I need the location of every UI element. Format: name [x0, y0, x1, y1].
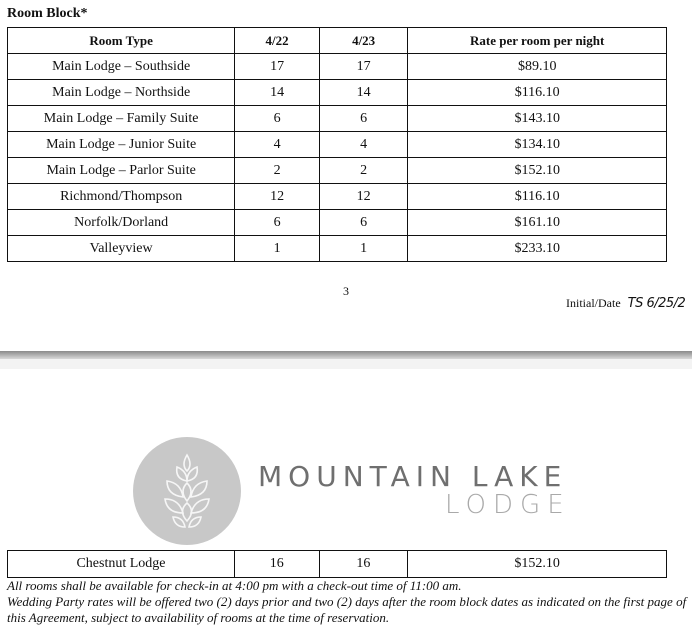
page-break-divider	[0, 351, 692, 359]
rate-cell: $152.10	[408, 551, 667, 578]
initial-date-label: Initial/Date	[566, 296, 621, 310]
section-title: Room Block*	[7, 6, 88, 21]
room-type-cell: Main Lodge – Northside	[8, 80, 235, 106]
room-block-table-continued	[7, 550, 667, 578]
count-cell: 17	[235, 54, 320, 80]
table-row	[8, 184, 667, 210]
count-cell: 16	[235, 551, 320, 578]
pinecone-icon	[133, 437, 241, 545]
count-cell: 1	[235, 236, 320, 262]
rate-cell: $233.10	[408, 236, 667, 262]
wedding-party-note: Wedding Party rates will be offered two (2) days prior and two (2) days after the room block dates as indicated on the first page of this Agreement, subject to availability of rooms at the time of reservation.	[7, 594, 687, 625]
rate-cell: $161.10	[408, 210, 667, 236]
count-cell: 2	[235, 158, 320, 184]
room-type-cell: Main Lodge – Parlor Suite	[8, 158, 235, 184]
rate-cell: $134.10	[408, 132, 667, 158]
rate-cell: $89.10	[408, 54, 667, 80]
count-cell: 14	[319, 80, 408, 106]
table-row	[8, 210, 667, 236]
table-row	[8, 551, 667, 578]
room-type-cell: Main Lodge – Junior Suite	[8, 132, 235, 158]
room-type-cell: Main Lodge – Family Suite	[8, 106, 235, 132]
table-row	[8, 236, 667, 262]
page-gap	[0, 359, 692, 369]
checkin-note: All rooms shall be available for check-in at 4:00 pm with a check-out time of 11:00 am.	[7, 578, 462, 593]
count-cell: 16	[319, 551, 408, 578]
count-cell: 12	[319, 184, 408, 210]
header-date-2: 4/23	[319, 28, 408, 54]
count-cell: 17	[319, 54, 408, 80]
room-type-cell: Norfolk/Dorland	[8, 210, 235, 236]
room-type-cell: Richmond/Thompson	[8, 184, 235, 210]
table-row	[8, 106, 667, 132]
count-cell: 2	[319, 158, 408, 184]
initial-signature: TS 6/25/2	[627, 296, 686, 311]
count-cell: 6	[319, 210, 408, 236]
count-cell: 6	[319, 106, 408, 132]
header-room-type: Room Type	[8, 28, 235, 54]
table-row	[8, 132, 667, 158]
rate-cell: $116.10	[408, 184, 667, 210]
count-cell: 6	[235, 210, 320, 236]
count-cell: 4	[235, 132, 320, 158]
rate-cell: $143.10	[408, 106, 667, 132]
count-cell: 4	[319, 132, 408, 158]
brand-name-line2: LODGE	[445, 490, 571, 520]
header-rate: Rate per room per night	[408, 28, 667, 54]
initial-date-line	[566, 296, 685, 311]
table-row	[8, 158, 667, 184]
count-cell: 12	[235, 184, 320, 210]
room-type-cell: Main Lodge – Southside	[8, 54, 235, 80]
count-cell: 1	[319, 236, 408, 262]
page-number: 3	[343, 284, 349, 298]
terms-notes	[7, 578, 691, 626]
table-row	[8, 80, 667, 106]
count-cell: 14	[235, 80, 320, 106]
count-cell: 6	[235, 106, 320, 132]
room-type-cell: Chestnut Lodge	[8, 551, 235, 578]
header-date-1: 4/22	[235, 28, 320, 54]
brand-name-line1: MOUNTAIN LAKE	[258, 460, 568, 493]
rate-cell: $152.10	[408, 158, 667, 184]
room-block-table	[7, 27, 667, 262]
rate-cell: $116.10	[408, 80, 667, 106]
table-header-row	[8, 28, 667, 54]
room-type-cell: Valleyview	[8, 236, 235, 262]
table-row	[8, 54, 667, 80]
